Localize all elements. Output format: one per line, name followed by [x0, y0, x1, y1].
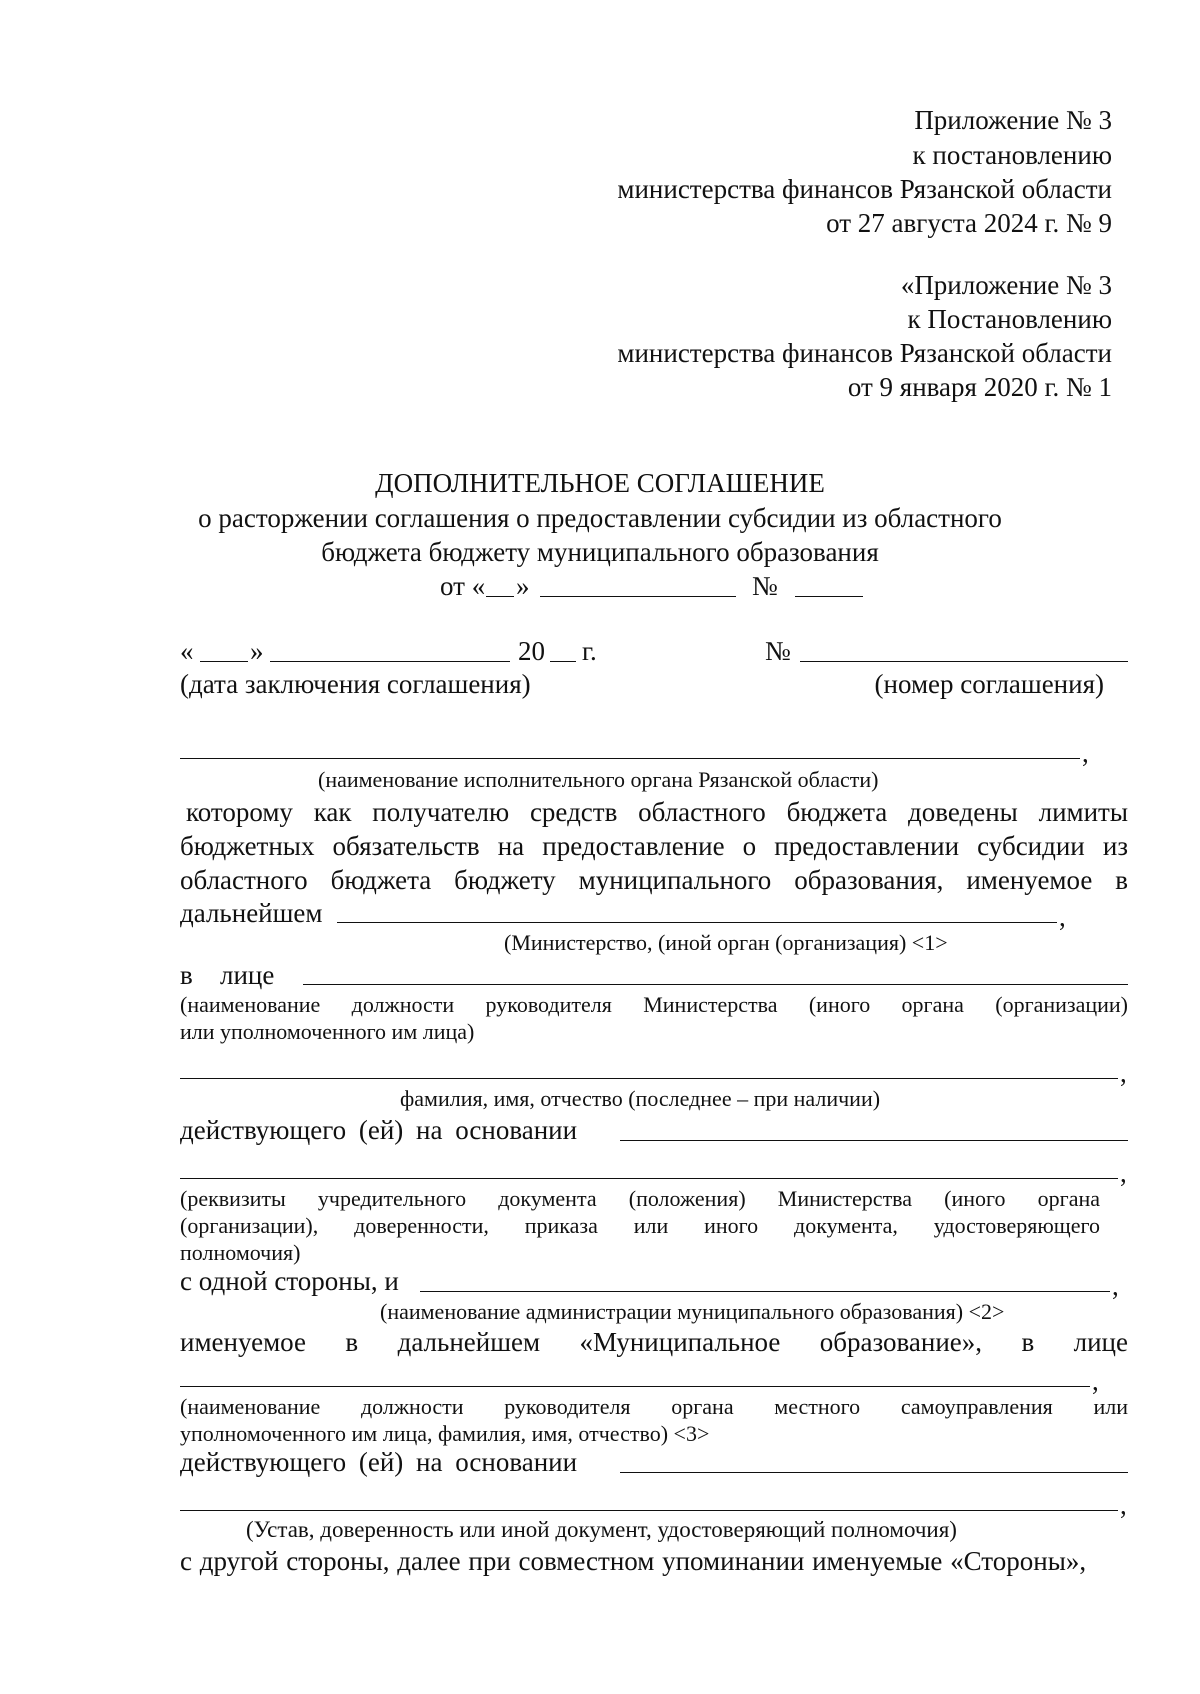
comma: ,: [1082, 738, 1089, 768]
doc-title: ДОПОЛНИТЕЛЬНОЕ СОГЛАШЕНИЕ: [375, 468, 825, 498]
caption-local-head-line1: (наименование должности руководителя органа местного самоуправления или: [180, 1394, 1128, 1419]
in-person-v: в: [180, 960, 193, 990]
agreement-number-blank[interactable]: [800, 661, 1128, 662]
caption-docs-line3: полномочия): [180, 1240, 301, 1265]
paragraph-line2: бюджетных обязательств на предоставление о предоставлении субсидии из: [180, 831, 1128, 861]
named-line: именуемое в дальнейшем «Муниципальное образование», в лице: [180, 1327, 1128, 1357]
local-head-blank[interactable]: [180, 1386, 1090, 1387]
head-position-blank[interactable]: [303, 984, 1128, 985]
header1-line2: к постановлению: [912, 140, 1112, 170]
paragraph-line4: дальнейшем: [180, 898, 323, 928]
acting-basis-1: действующего (ей) на основании: [180, 1115, 578, 1145]
header2-line3: министерства финансов Рязанской области: [617, 338, 1112, 368]
date-open-quote: «: [180, 636, 194, 666]
date-year-blank[interactable]: [550, 661, 576, 662]
header2-line4: от 9 января 2020 г. № 1: [847, 372, 1112, 402]
caption-admin: (наименование администрации муниципального образования) <2>: [380, 1299, 1005, 1324]
in-person-litse: лице: [220, 960, 275, 990]
header1-line3: министерства финансов Рязанской области: [617, 174, 1112, 204]
from-month-blank[interactable]: [540, 596, 736, 597]
caption-charter: (Устав, доверенность или иной документ, удостоверяющий полномочия): [246, 1517, 957, 1542]
comma: ,: [1112, 1271, 1119, 1301]
fio-blank[interactable]: [180, 1078, 1118, 1079]
acting-basis-1-blank-2[interactable]: [180, 1178, 1118, 1179]
from-close-quote: »: [516, 571, 530, 601]
header1-line1: Приложение № 3: [914, 105, 1112, 135]
caption-local-head-line2: уполномоченного им лица, фамилия, имя, отчество) <3>: [180, 1421, 710, 1446]
from-day-blank[interactable]: [486, 596, 514, 597]
header1-line4: от 27 августа 2024 г. № 9: [826, 208, 1112, 238]
one-side-text: с одной стороны, и: [180, 1266, 399, 1296]
from-number-sign: №: [752, 571, 778, 601]
other-side-text: с другой стороны, далее при совместном упоминании именуемые «Стороны»,: [180, 1546, 1087, 1576]
caption-docs-line1: (реквизиты учредительного документа (положения) Министерства (иного органа: [180, 1186, 1100, 1211]
acting-basis-2-blank[interactable]: [620, 1472, 1128, 1473]
comma: ,: [1120, 1158, 1127, 1188]
date-day-blank[interactable]: [200, 661, 248, 662]
exec-organ-blank[interactable]: [180, 758, 1080, 759]
comma: ,: [1120, 1490, 1127, 1520]
date-year-suffix: г.: [582, 636, 597, 666]
caption-docs-line2: (организации), доверенности, приказа или иного документа, удостоверяющего: [180, 1213, 1100, 1238]
acting-basis-1-blank[interactable]: [620, 1140, 1128, 1141]
admin-name-blank[interactable]: [420, 1291, 1110, 1292]
header2-line2: к Постановлению: [907, 304, 1112, 334]
comma: ,: [1059, 902, 1066, 932]
date-close-quote: »: [250, 636, 264, 666]
acting-basis-2: действующего (ей) на основании: [180, 1447, 578, 1477]
acting-basis-2-blank-2[interactable]: [180, 1510, 1118, 1511]
from-prefix: от «: [440, 571, 486, 601]
paragraph-line1: которому как получателю средств областного бюджета доведены лимиты: [186, 797, 1128, 827]
doc-subtitle-line1: о расторжении соглашения о предоставлении субсидии из областного: [198, 503, 1002, 533]
caption-ministry: (Министерство, (иной орган (организация) <1>: [504, 930, 948, 955]
comma: ,: [1120, 1058, 1127, 1088]
caption-fio: фамилия, имя, отчество (последнее – при наличии): [400, 1086, 881, 1111]
date-year-prefix: 20: [518, 636, 545, 666]
header2-line1: «Приложение № 3: [900, 270, 1112, 300]
paragraph-line3: областного бюджета бюджету муниципального образования, именуемое в: [180, 865, 1128, 895]
comma: ,: [1092, 1366, 1099, 1396]
date-caption: (дата заключения соглашения): [180, 669, 531, 699]
caption-head-line2: или уполномоченного им лица): [180, 1019, 475, 1044]
date-month-blank[interactable]: [270, 661, 510, 662]
from-number-blank[interactable]: [795, 596, 863, 597]
number-caption: (номер соглашения): [874, 669, 1104, 699]
caption-exec-organ: (наименование исполнительного органа Рязанской области): [318, 767, 879, 792]
doc-subtitle-line2: бюджета бюджету муниципального образования: [321, 537, 879, 567]
caption-head-line1: (наименование должности руководителя Министерства (иного органа (организации): [180, 992, 1128, 1017]
agreement-number-sign: №: [765, 636, 791, 666]
ministry-name-blank[interactable]: [337, 922, 1057, 923]
